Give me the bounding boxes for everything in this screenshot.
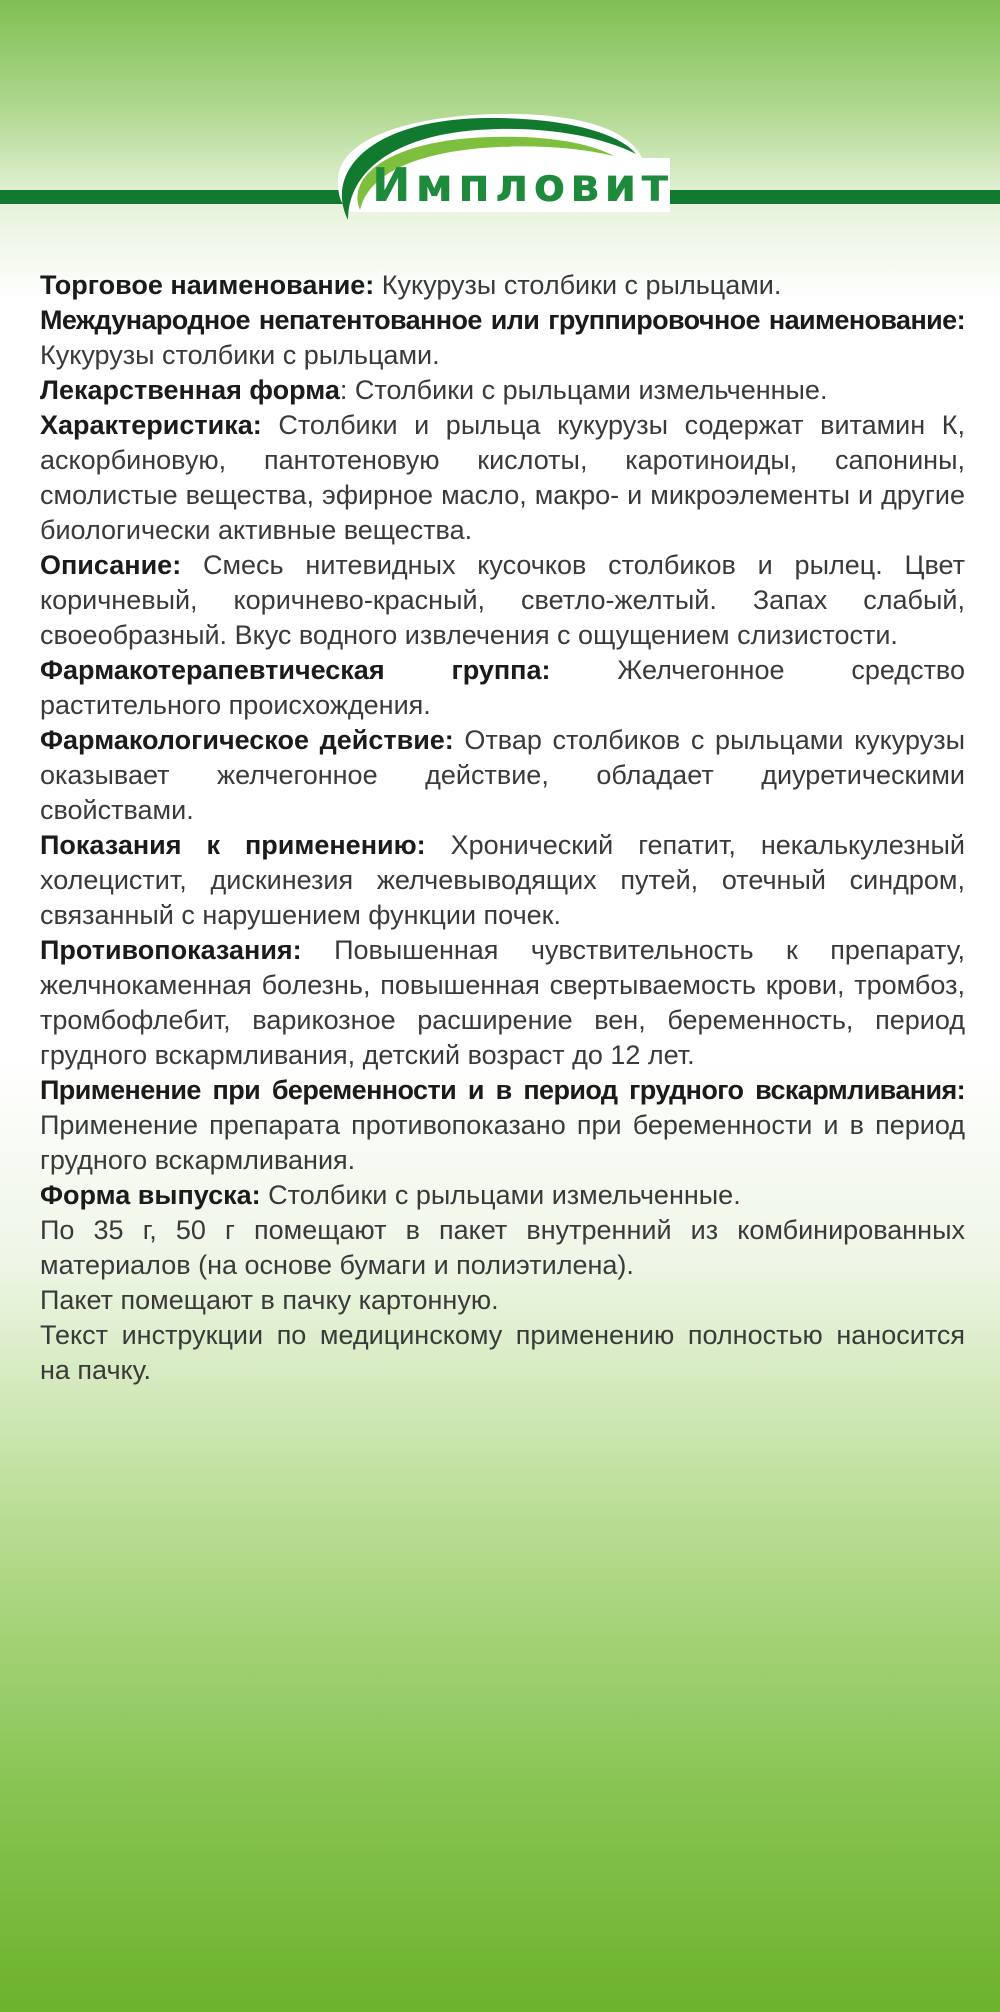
section-pregnancy — [40, 1073, 965, 1178]
section-label: Форма выпуска: — [40, 1180, 261, 1210]
section-label: Показания к применению: — [40, 830, 426, 860]
section-trade-name — [40, 268, 965, 303]
section-body: Кукурузы столбики с рыльцами. — [374, 270, 782, 300]
section-indications — [40, 828, 965, 933]
section-body: Столбики с рыльцами измельченные. — [260, 1180, 741, 1210]
instruction-text — [40, 268, 965, 1388]
section-description — [40, 548, 965, 653]
section-body: : Столбики с рыльцами измельченные. — [339, 375, 828, 405]
section-characteristics — [40, 408, 965, 548]
section-label: Применение при беременности и в период грудного вскармливания: — [40, 1075, 965, 1105]
brand-name: Импловит — [372, 158, 674, 212]
section-label: Лекарственная форма — [40, 375, 340, 405]
section-pharmacological-action — [40, 723, 965, 828]
packaging-paragraph: Пакет помещают в пачку картонную. — [40, 1285, 499, 1315]
brand-logo — [330, 110, 675, 245]
section-dosage-form — [40, 373, 965, 408]
section-body: Желчегонное средство растительного происхождения. — [40, 655, 965, 720]
section-contraindications — [40, 933, 965, 1073]
section-body: Смесь нитевидных кусочков столбиков и рылец. Цвет коричневый, коричнево-красный, светло-желтый. Запах слабый, своеобразный. Вкус водного извлечения с ощущением слизистости. — [40, 550, 965, 650]
section-inn — [40, 303, 965, 373]
section-body: Хронический гепатит, некалькулезный холецистит, дискинезия желчевыводящих путей, отечный синдром, связанный с нарушением функции почек. — [40, 830, 965, 930]
section-label: Противопоказания: — [40, 935, 302, 965]
packaging-paragraph: Текст инструкции по медицинскому применению полностью наносится на пачку. — [40, 1320, 965, 1385]
section-body: Кукурузы столбики с рыльцами. — [40, 340, 440, 370]
section-label: Характеристика: — [40, 410, 262, 440]
section-body: Повышенная чувствительность к препарату, желчнокаменная болезнь, повышенная свертываемость крови, тромбоз, тромбофлебит, варикозное расширение вен, беременность, период грудного вскармливания, детский возраст до 12 лет. — [40, 935, 965, 1070]
section-label: Международное непатентованное или группировочное наименование: — [40, 305, 965, 335]
section-pharmacotherapeutic-group — [40, 653, 965, 723]
section-release-form — [40, 1178, 965, 1213]
section-label: Торговое наименование: — [40, 270, 375, 300]
section-body: Столбики и рыльца кукурузы содержат витамин К, аскорбиновую, пантотеновую кислоты, каротиноиды, сапонины, смолистые вещества, эфирное масло, макро- и микроэлементы и другие биологически активные вещества. — [40, 410, 965, 545]
section-body: Отвар столбиков с рыльцами кукурузы оказывает желчегонное действие, обладает диуретическими свойствами. — [40, 725, 965, 825]
section-label: Описание: — [40, 550, 182, 580]
section-label: Фармакологическое действие: — [40, 725, 454, 755]
section-label: Фармакотерапевтическая группа: — [40, 655, 551, 685]
packaging-paragraph: По 35 г, 50 г помещают в пакет внутренний из комбинированных материалов (на основе бумаги и полиэтилена). — [40, 1215, 965, 1280]
section-body: Применение препарата противопоказано при беременности и в период грудного вскармливания. — [40, 1110, 965, 1175]
